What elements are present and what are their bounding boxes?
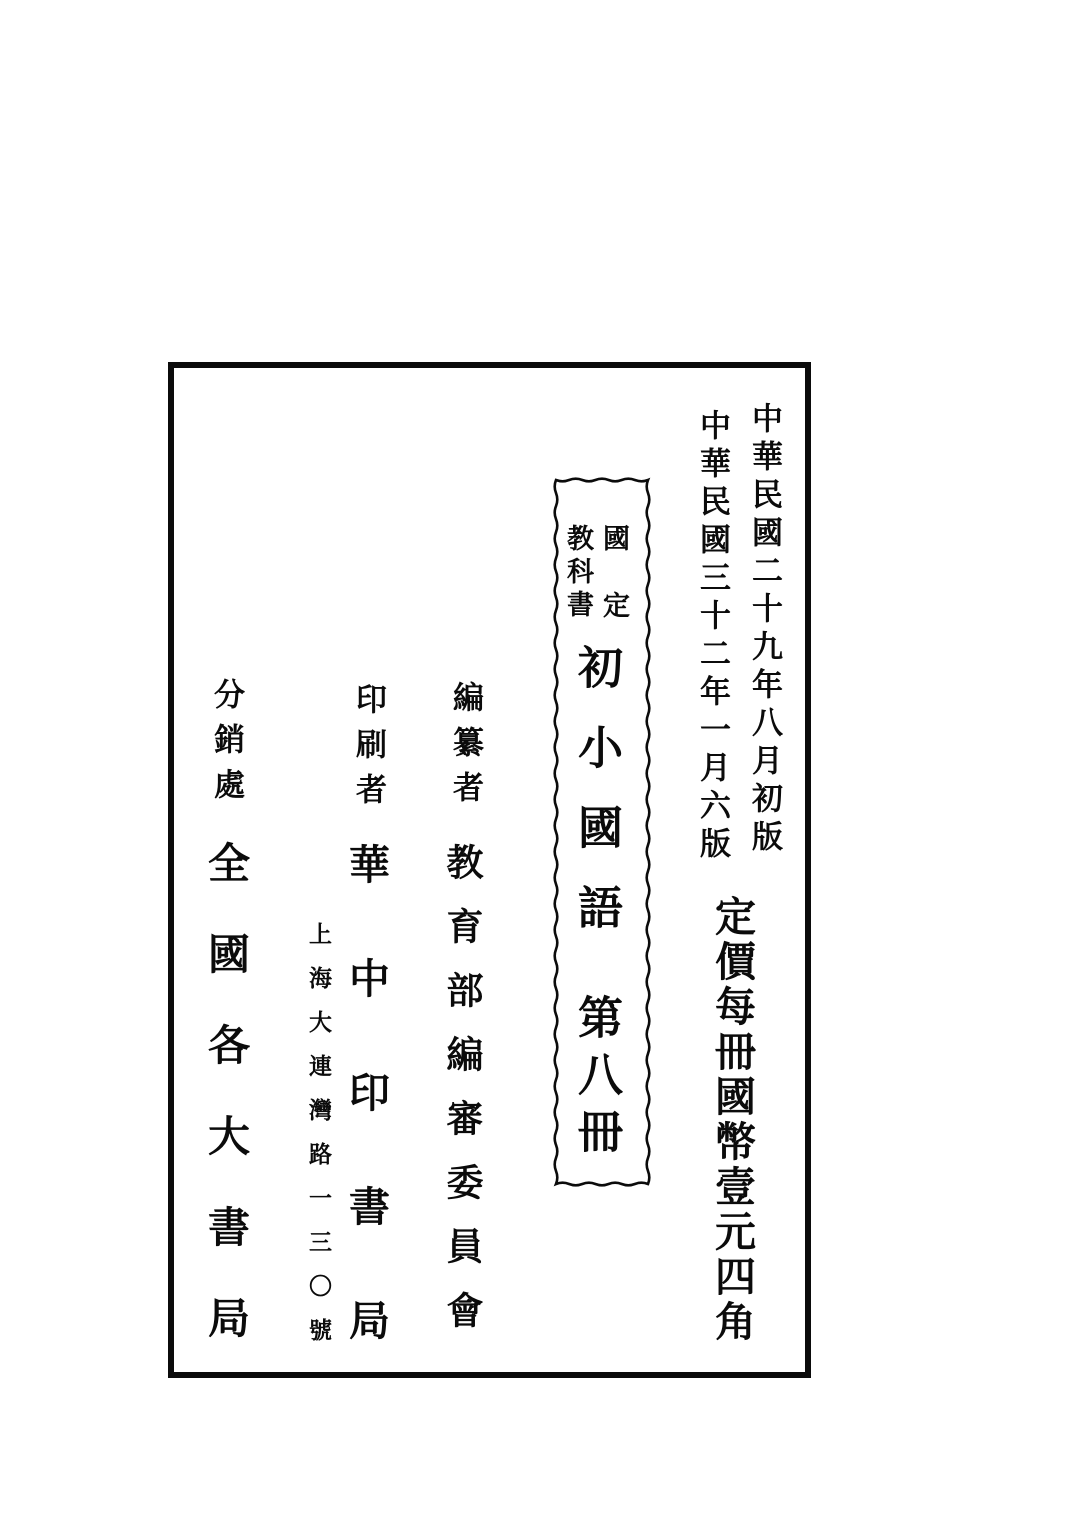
compiler-label: 編纂者 xyxy=(447,681,483,816)
distributor-label: 分銷處 xyxy=(208,678,244,813)
distributor-name: 全國各大書局 xyxy=(202,841,251,1387)
series-label-jiaokeshu: 教科書 xyxy=(562,524,593,623)
volume-number: 第八冊 xyxy=(570,994,623,1165)
compiler-name: 教育部編審委員會 xyxy=(440,843,483,1355)
edition-line-first-printing: 中華民國二十九年八月初版 xyxy=(746,402,782,858)
price-line: 定價每冊國幣壹元四角 xyxy=(708,895,756,1345)
title-cartouche xyxy=(552,476,652,1188)
edition-line-sixth-printing: 中華民國三十二年一月六版 xyxy=(694,409,730,865)
book-title: 初小國語 xyxy=(570,644,623,964)
series-label-guoding: 國定 xyxy=(598,524,629,658)
printer-address: 上海大連灣路一三〇號 xyxy=(305,922,331,1362)
printer-label: 印刷者 xyxy=(350,683,386,818)
printer-name: 華中印書局 xyxy=(342,843,390,1413)
